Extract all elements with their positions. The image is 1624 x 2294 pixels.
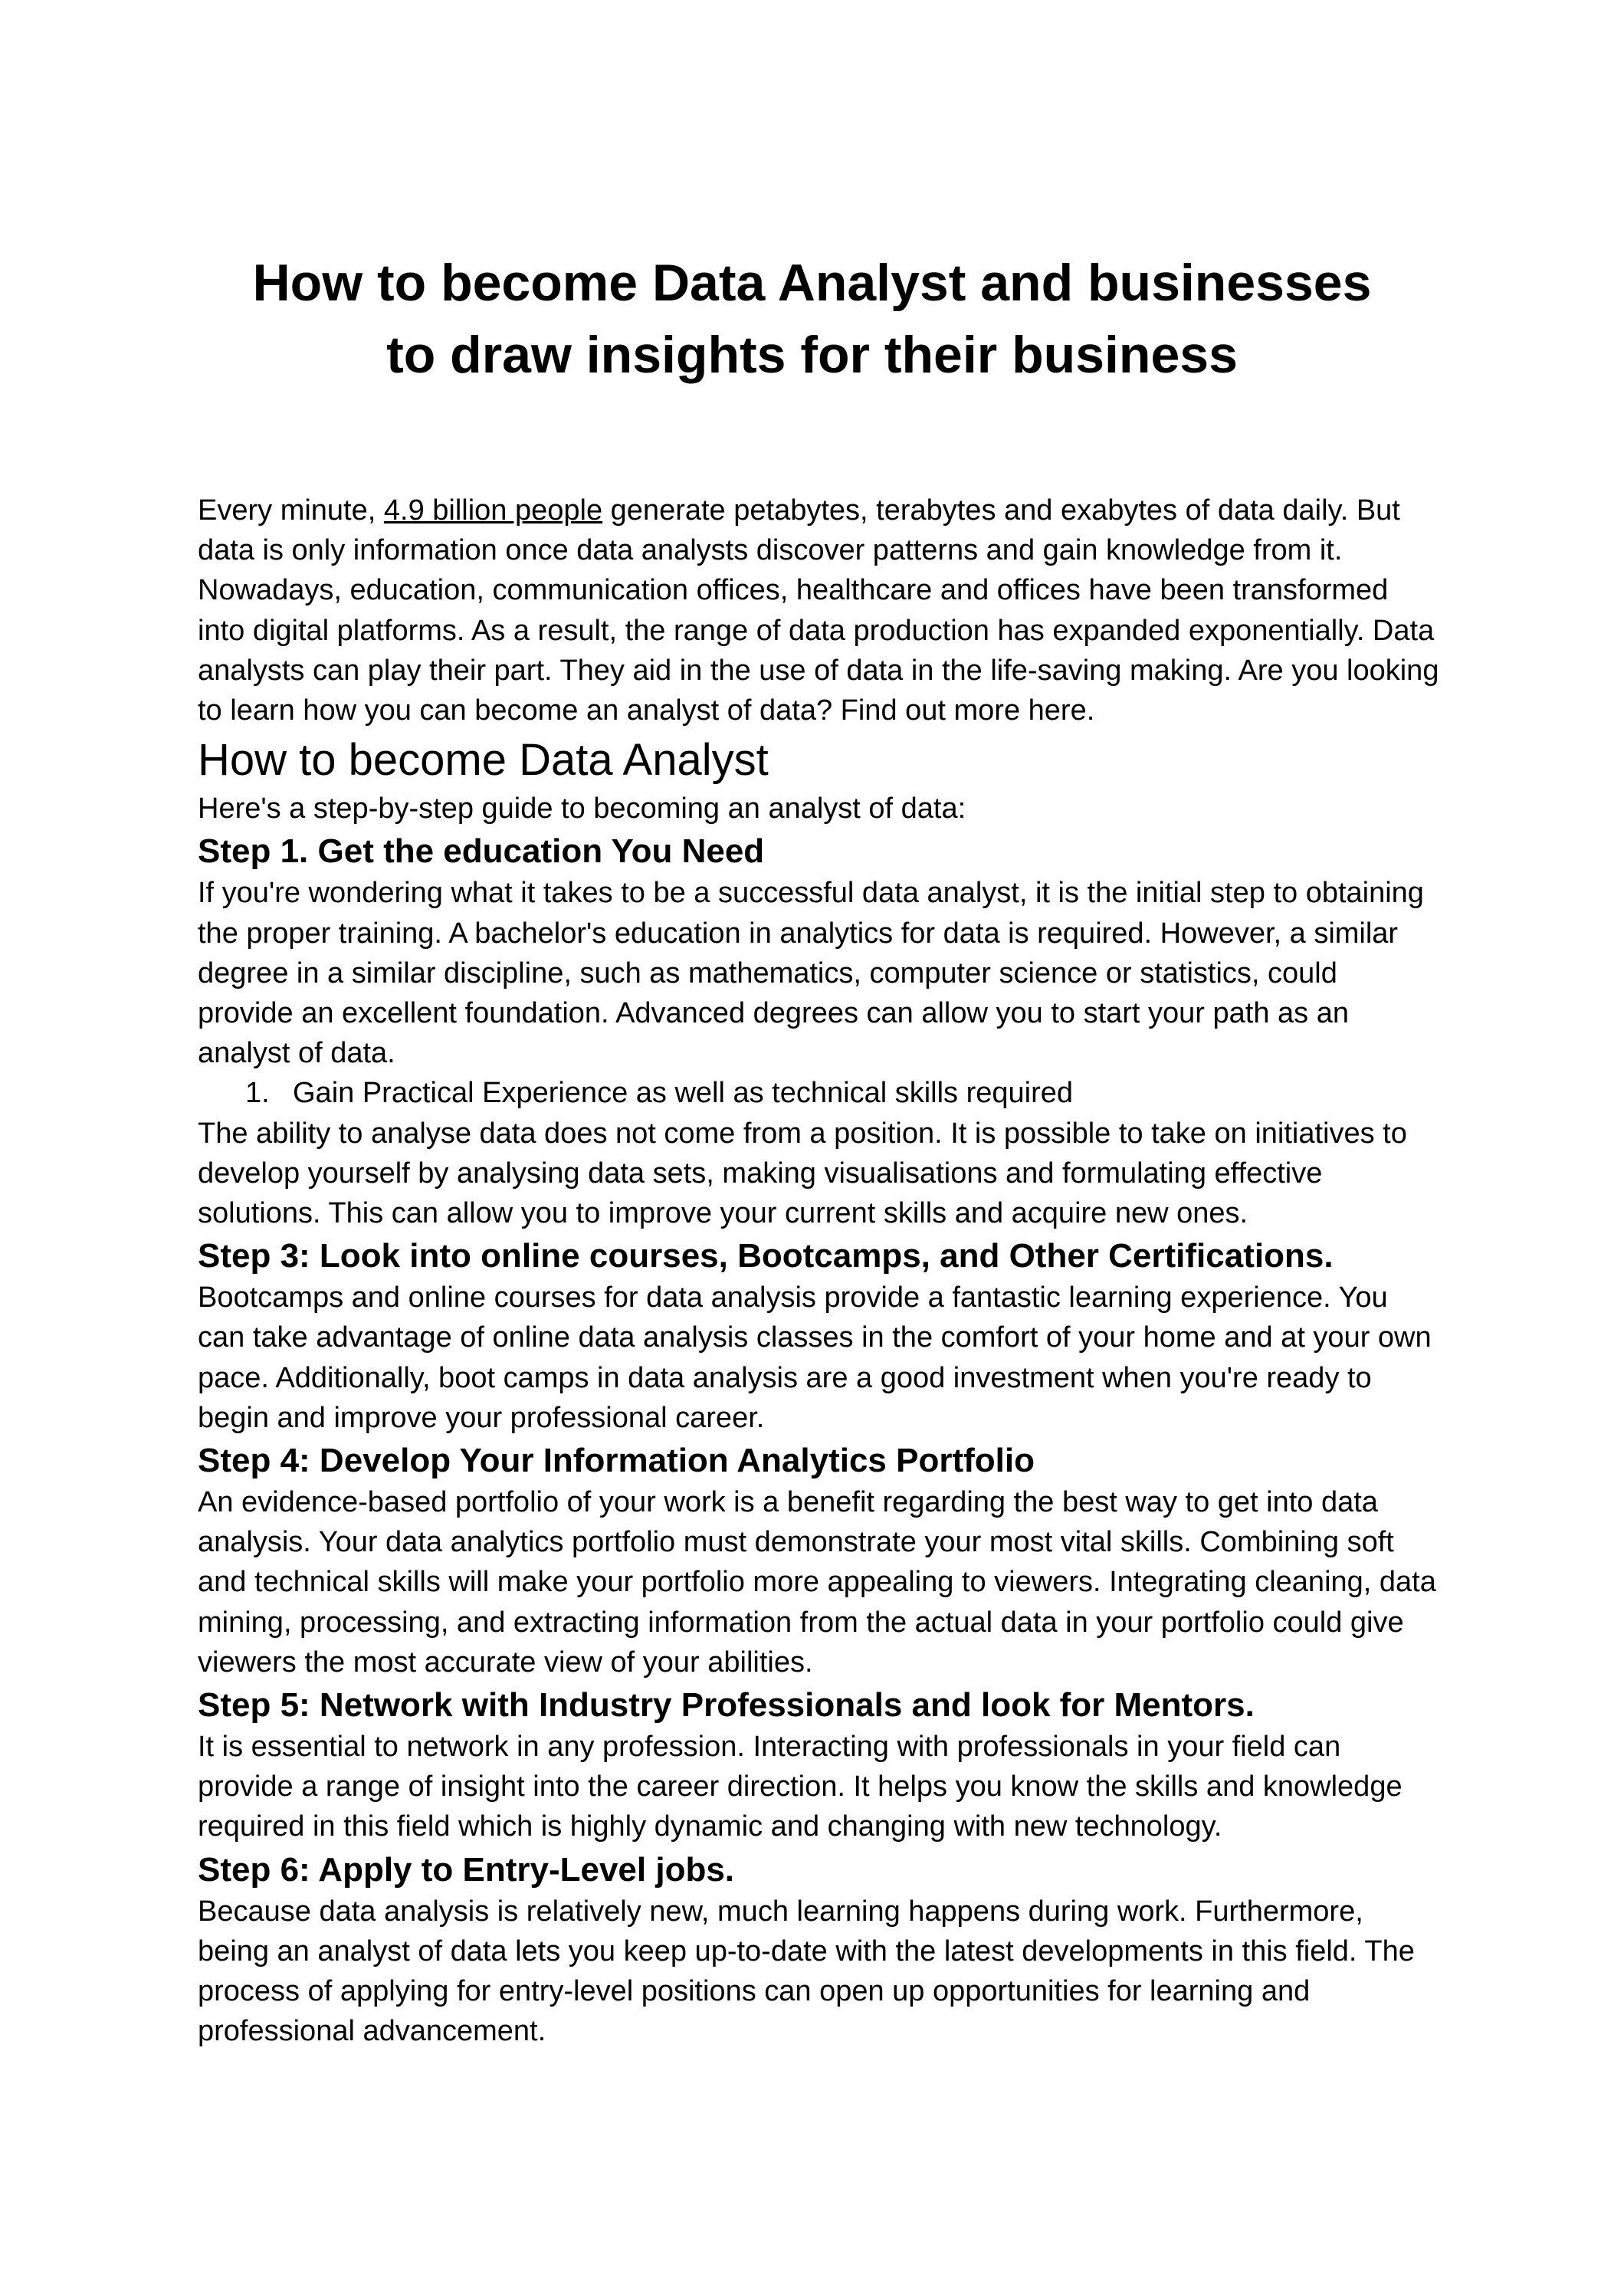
step-5-heading: Step 5: Network with Industry Professionals and look for Mentors. <box>198 1686 1255 1725</box>
step-3-heading: Step 3: Look into online courses, Bootcamps, and Other Certifications. <box>198 1237 1334 1275</box>
list-item <box>245 1073 1439 1113</box>
document-title <box>198 247 1426 391</box>
intro-text-start: Every minute, <box>198 494 384 527</box>
step-4-heading: Step 4: Develop Your Information Analytics Portfolio <box>198 1442 1035 1480</box>
numbered-list <box>198 1073 1439 1113</box>
step-6-heading: Step 6: Apply to Entry-Level jobs. <box>198 1850 735 1889</box>
step-1-heading: Step 1. Get the education You Need <box>198 832 765 871</box>
document-title-line-2: to draw insights for their business <box>386 326 1238 384</box>
intro-paragraph <box>198 491 1439 730</box>
section-intro: Here's a step-by-step guide to becoming an analyst of data: <box>198 793 966 825</box>
step-3-body: Bootcamps and online courses for data analysis provide a fantastic learning experience. You can take advantage of online data analysis classes in the comfort of your home and at your own pace. Additionally, boot camps in data analysis are a good investment when you're ready to begin and improve your professional career. <box>198 1282 1432 1434</box>
intro-text-rest: generate petabytes, terabytes and exabytes of data daily. But data is only information once data analysts discover patterns and gain knowledge from it. Nowadays, education, communication offices, healthcare and offices have been transformed into digital platforms. As a result, the range of data production has expanded exponentially. Data analysts can play their part. They aid in the use of data in the life-saving making. Are you looking to learn how you can become an analyst of data? Find out more here. <box>198 494 1439 727</box>
step-1-body: If you're wondering what it takes to be a successful data analyst, it is the initial step to obtaining the proper training. A bachelor's education in analytics for data is required. However, a similar degree in a similar discipline, such as mathematics, computer science or statistics, could provide an excellent foundation. Advanced degrees can allow you to start your path as an analyst of data. <box>198 877 1424 1070</box>
step-6-body: Because data analysis is relatively new, much learning happens during work. Furthermore, being an analyst of data lets you keep up-to-date with the latest developments in this field. The process of applying for entry-level positions can open up opportunities for learning and professional advancement. <box>198 1895 1415 2048</box>
document-title-line-1: How to become Data Analyst and businesses <box>252 254 1372 312</box>
section-heading: How to become Data Analyst <box>198 735 769 786</box>
document-body <box>198 491 1439 2052</box>
list-item-number: 1. <box>245 1077 270 1110</box>
step-4-body: An evidence-based portfolio of your work is a benefit regarding the best way to get into data analysis. Your data analytics portfolio must demonstrate your most vital skills. Combining soft and technical skills will make your portfolio more appealing to viewers. Integrating cleaning, data mining, processing, and extracting information from the actual data in your portfolio could give viewers the most accurate view of your abilities. <box>198 1486 1436 1679</box>
population-stat-link[interactable]: 4.9 billion people <box>383 494 603 527</box>
list-item-text: Gain Practical Experience as well as technical skills required <box>293 1077 1074 1110</box>
step-5-body: It is essential to network in any profession. Interacting with professionals in your field can provide a range of insight into the career direction. It helps you know the skills and knowledge required in this field which is highly dynamic and changing with new technology. <box>198 1731 1403 1843</box>
list-item-body: The ability to analyse data does not come from a position. It is possible to take on initiatives to develop yourself by analysing data sets, making visualisations and formulating effective solutions. This can allow you to improve your current skills and acquire new ones. <box>198 1117 1407 1230</box>
